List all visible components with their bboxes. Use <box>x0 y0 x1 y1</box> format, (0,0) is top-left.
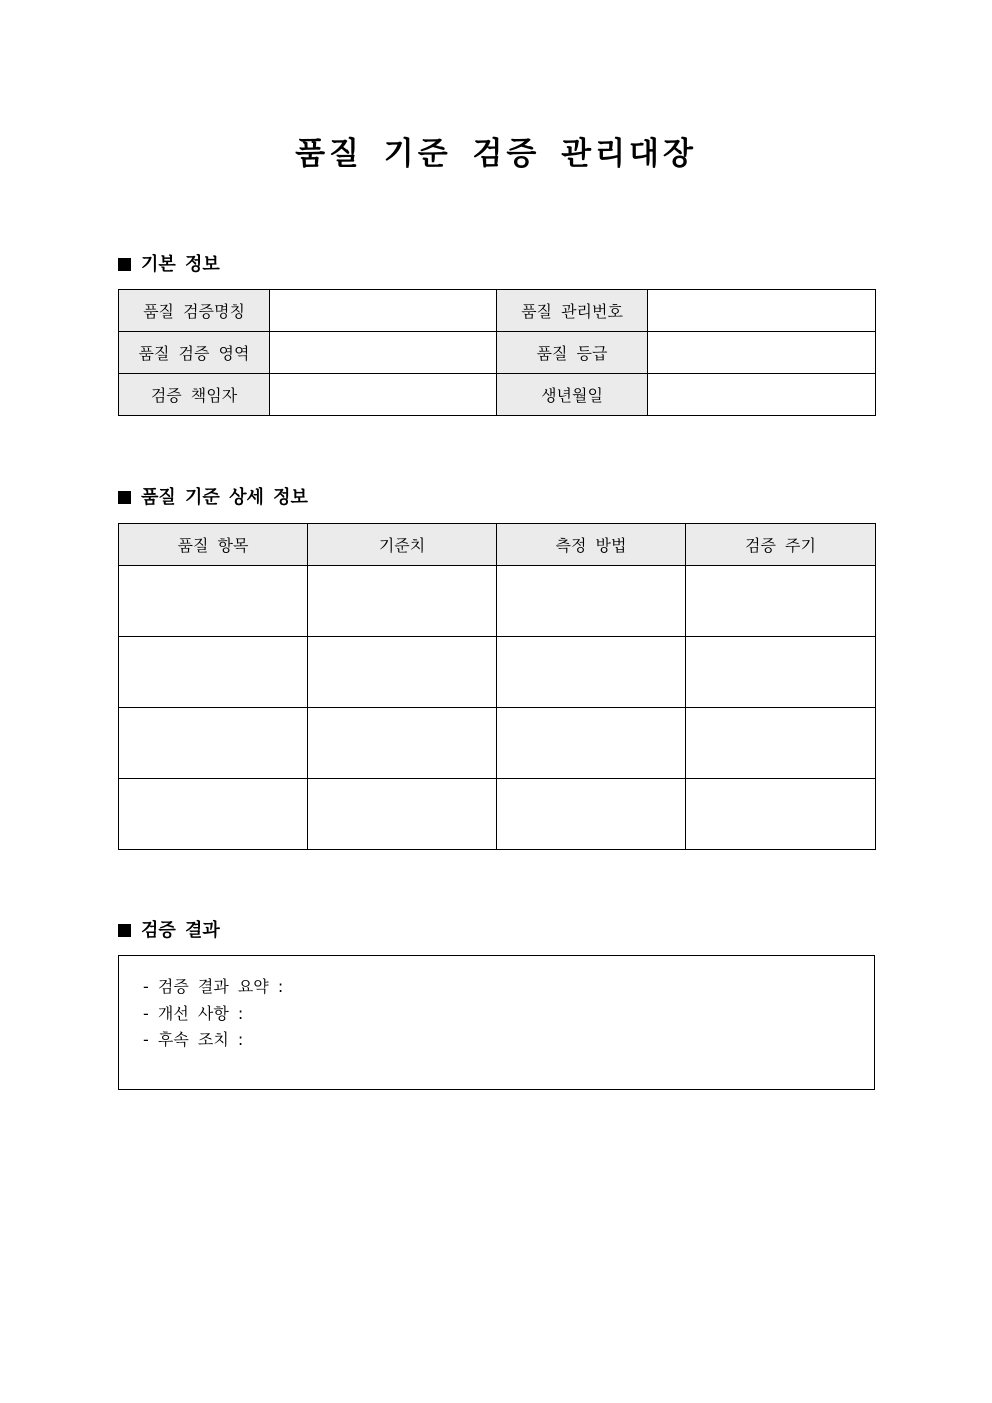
table-cell[interactable] <box>686 779 876 850</box>
field-quality-grade[interactable] <box>648 332 876 374</box>
table-cell[interactable] <box>497 637 686 708</box>
verification-result-box[interactable] <box>118 955 875 1090</box>
column-header-quality-item: 품질 항목 <box>119 524 308 566</box>
table-row <box>119 637 876 708</box>
field-verification-manager[interactable] <box>270 374 497 416</box>
label-quality-management-number: 품질 관리번호 <box>497 290 648 332</box>
column-header-verification-cycle: 검증 주기 <box>686 524 876 566</box>
table-cell[interactable] <box>119 708 308 779</box>
result-line-summary: - 검증 결과 요약 : <box>143 977 284 996</box>
table-cell[interactable] <box>686 637 876 708</box>
table-cell[interactable] <box>308 566 497 637</box>
section-heading-detail <box>118 485 308 511</box>
table-cell[interactable] <box>497 566 686 637</box>
column-header-measurement-method: 측정 방법 <box>497 524 686 566</box>
table-cell[interactable] <box>119 779 308 850</box>
table-header-row <box>119 524 876 566</box>
section-heading-result-text: 검증 결과 <box>141 920 220 941</box>
table-row <box>119 290 876 332</box>
field-quality-management-number[interactable] <box>648 290 876 332</box>
table-row <box>119 332 876 374</box>
result-line-improvements: - 개선 사항 : <box>143 1004 244 1023</box>
field-birth-date[interactable] <box>648 374 876 416</box>
section-heading-basic-text: 기본 정보 <box>141 254 220 275</box>
section-heading-basic <box>118 252 220 278</box>
table-cell[interactable] <box>497 779 686 850</box>
basic-info-table <box>118 289 876 416</box>
column-header-standard-value: 기준치 <box>308 524 497 566</box>
table-row <box>119 708 876 779</box>
label-quality-verification-name: 품질 검증명칭 <box>119 290 270 332</box>
table-row <box>119 566 876 637</box>
result-line-follow-up: - 후속 조치 : <box>143 1030 244 1049</box>
square-bullet-icon <box>118 491 131 504</box>
table-row <box>119 374 876 416</box>
field-quality-verification-name[interactable] <box>270 290 497 332</box>
section-heading-detail-text: 품질 기준 상세 정보 <box>141 487 308 508</box>
table-cell[interactable] <box>119 637 308 708</box>
table-row <box>119 779 876 850</box>
table-cell[interactable] <box>308 637 497 708</box>
label-quality-verification-area: 품질 검증 영역 <box>119 332 270 374</box>
field-quality-verification-area[interactable] <box>270 332 497 374</box>
square-bullet-icon <box>118 258 131 271</box>
table-cell[interactable] <box>119 566 308 637</box>
section-heading-result <box>118 918 220 944</box>
label-verification-manager: 검증 책임자 <box>119 374 270 416</box>
square-bullet-icon <box>118 924 131 937</box>
label-quality-grade: 품질 등급 <box>497 332 648 374</box>
document-title: 품질 기준 검증 관리대장 <box>295 136 697 172</box>
table-cell[interactable] <box>308 779 497 850</box>
table-cell[interactable] <box>686 708 876 779</box>
label-birth-date: 생년월일 <box>497 374 648 416</box>
quality-detail-table <box>118 523 876 850</box>
table-cell[interactable] <box>686 566 876 637</box>
table-cell[interactable] <box>497 708 686 779</box>
table-cell[interactable] <box>308 708 497 779</box>
